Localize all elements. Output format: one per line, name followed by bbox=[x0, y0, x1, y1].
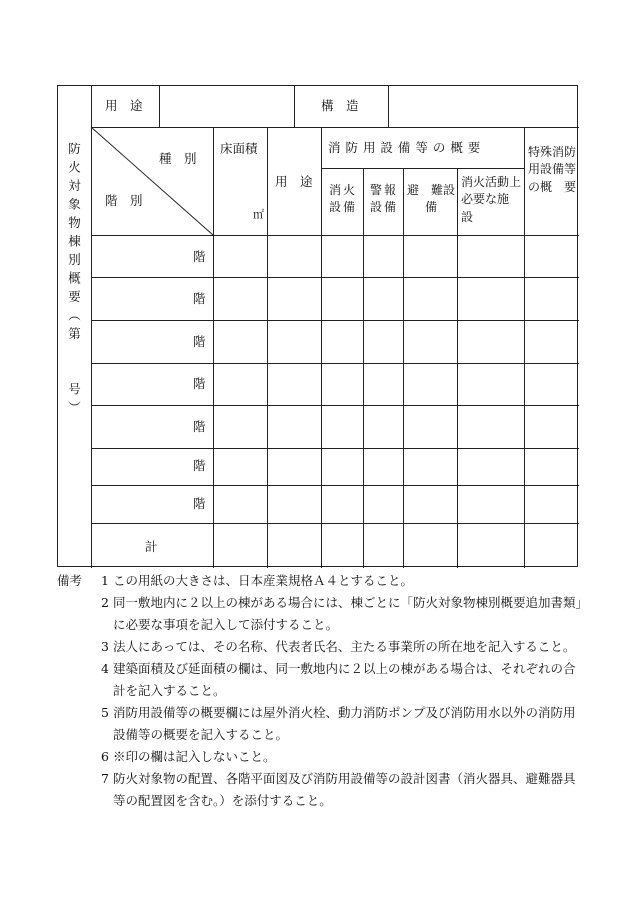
special-label: 特殊消防用設備等の概 要 bbox=[528, 145, 577, 194]
alarm-label: 警報設備 bbox=[369, 183, 398, 215]
notes-section bbox=[57, 570, 587, 812]
floor-row-label: 階 bbox=[193, 419, 206, 434]
kind-label: 種 別 bbox=[159, 151, 197, 166]
note-item: 備考 1 この用紙の大きさは、日本産業規格Ａ４とすること。 bbox=[57, 570, 587, 592]
note-item: 6 ※印の欄は記入しないこと。 bbox=[101, 749, 276, 764]
extinguishing-label: 消火設備 bbox=[328, 183, 357, 215]
floor-row-label: 階 bbox=[193, 334, 206, 349]
evacuation-label: 避 難設 備 bbox=[407, 183, 468, 215]
fire-equipment-summary-label: 消 防 用 設 備 等 の 概 要 bbox=[328, 140, 481, 155]
floor-row-label: 階 bbox=[193, 291, 206, 306]
floor-row-label: 階 bbox=[193, 496, 206, 511]
area-unit: ㎡ bbox=[253, 208, 264, 221]
structure-label: 構 造 bbox=[321, 98, 359, 113]
floor-label: 階 別 bbox=[105, 193, 143, 208]
note-item: 7 防火対象物の配置、各階平面図及び消防用設備等の設計図書（消火器具、避難器具等の配置図を含む。）を添付すること。 bbox=[101, 771, 576, 808]
building-summary-table bbox=[57, 85, 578, 567]
note-item: 4 建築面積及び延面積の欄は、同一敷地内に２以上の棟がある場合は、それぞれの合計を記入すること。 bbox=[101, 661, 576, 698]
structure-field[interactable] bbox=[389, 87, 577, 126]
header-diagonal bbox=[91, 127, 213, 235]
use-col-label: 用 途 bbox=[275, 174, 313, 189]
total-label: 計 bbox=[145, 539, 158, 554]
note-item: 2 同一敷地内に２以上の棟がある場合には、棟ごとに「防火対象物棟別概要追加書類」に必要な事項を記入して添付すること。 bbox=[101, 595, 582, 632]
side-title: 防火対象物棟別概要（第 号） bbox=[66, 142, 82, 420]
floor-area-label: 床面積 bbox=[220, 141, 258, 156]
use-field[interactable] bbox=[160, 87, 293, 126]
firefighting-label: 消火活動上必要な施 設 bbox=[461, 175, 534, 224]
floor-row-label: 階 bbox=[193, 376, 206, 391]
note-item: 3 法人にあっては、その名称、代表者氏名、主たる事業所の所在地を記入すること。 bbox=[101, 639, 576, 654]
floor-row-label: 階 bbox=[193, 249, 206, 264]
use-label: 用 途 bbox=[105, 98, 143, 113]
floor-row-label: 階 bbox=[193, 458, 206, 473]
note-item: 5 消防用設備等の概要欄には屋外消火栓、動力消防ポンプ及び消防用水以外の消防用設備等の概要を記入すること。 bbox=[101, 705, 576, 742]
notes-heading: 備考 bbox=[57, 573, 83, 588]
